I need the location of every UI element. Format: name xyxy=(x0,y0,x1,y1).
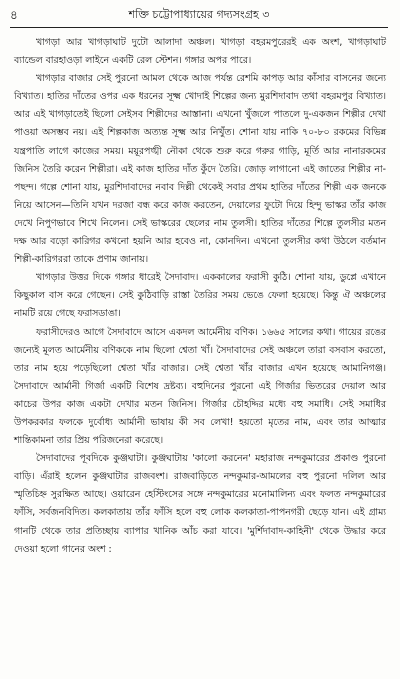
running-head: শক্তি চট্টোপাধ্যায়ের গদ্যসংগ্রহ ৩ xyxy=(128,8,270,21)
paragraph: খাগড়ার বাজার সেই পুরনো আমল থেকে আজ পর্যন্ত রেশমি কাপড় আর কাঁসার বাসনের জন্যে বিখ্যাত। হাতির দাঁতের ওপর এক ধরনের সূক্ষ্ম খোদাই শিল্পের জন্য মুরশিদাবাদ তথা বহরমপুর বিখ্যাত। আর এই খাগড়াতেই ছিলো সেইসব শিল্পীদের আস্তানা। এখনো খুঁজলে পাতলে দু-একজন শিল্পীর দেখা পাওয়া অসম্ভব নয়। এই শিল্পকাজ অত্যন্ত সূক্ষ্ম আর নিখুঁত। শোনা যায় নাকি ৭০-৮০ রকমের বিভিন্ন যন্ত্রপাতি লাগে কাজের সময়। ময়ূরপঙ্খী নৌকা থেকে শুরু করে গরুর গাড়ি, মূর্তি আর নানারকমের জিনিস তৈরি করেন শিল্পীরা। এই কাজ হাতির দাঁত কুঁদে তৈরি। জোড় লাগানো এই জাতের শিল্পীর না-পছন্দ। গল্পে শোনা যায়, মুরশিদাবাদের নবাব দিল্লী থেকেই সবার প্রথম হাতির দাঁতের শিল্পী এক জনকে নিয়ে আসেন—তিনি যখন দরজা বন্ধ করে কাজ করতেন, দেয়ালের ফুটো দিয়ে হিন্দু ভাস্কর তাঁর কাজ দেখে নিপুণভাবে শিখে নিলেন। সেই ভাস্করের ছেলের নাম তুলসী। হাতির দাঁতের শিল্পে তুলসীর মতন দক্ষ আর বড়ো কারিগর কখনো হয়নি আর হবেও না, কোনদিন। এখনো তুলসীর কথা উঠলে বর্তমান শিল্পী-কারিগররা তাকে প্রণাম জানায়। xyxy=(14,73,386,266)
paragraph: সৈদাবাদের পূবদিকে কুঞ্জঘাটা। কুঞ্জঘাটায় 'কালো করনেন' মহারাজ নন্দকুমারের প্রকাণ্ড পুরনো বাড়ি। এঁরাই হলেন কুঞ্জঘাটার রাজবংশ। রাজবাড়িতে নন্দকুমার-আমলের বহু পুরনো দলিল আর স্মৃতিচিহ্ন সুরক্ষিত আছে। ওয়ারেন হেস্টিংসের সঙ্গে নন্দকুমারের মনোমালিন্য এবং ফলত নন্দকুমারের ফাঁসি, সর্বজনবিদিত। কলকাতায় তাঁর ফাঁসি হলে বহু লোক কলকাতা-পাপনগরী ছেড়ে যান। এই গ্রাম্য গানটি থেকে তার প্রতিচ্ছায় ব্যাপার খানিক আঁচ করা যাবে। 'মুর্শিদাবাদ-কাহিনী' থেকে উদ্ধার করে দেওয়া হলো গানের অংশ : xyxy=(14,453,386,555)
header-rule xyxy=(10,27,388,28)
paragraph: খাগড়া আর খাগড়াঘাট দুটো আলাদা অঞ্চল। খাগড়া বহরমপুরেরই এক অংশ, খাগড়াঘাট ব্যান্ডেল বারহাওড়া লাইনে একটি রেল স্টেশন। গঙ্গার অপর পারে। xyxy=(14,37,386,67)
page-number: ৪ xyxy=(10,8,18,22)
body-text xyxy=(14,34,386,559)
paragraph: খাগড়ার উত্তর দিকে গঙ্গার ধারেই সৈদাবাদ। এককালের ফরাসী কুঠি। শোনা যায়, ডুপ্লে এখানে কিছুকাল বাস করে গেছেন। সেই কুঠিবাড়ি রাস্তা তৈরির সময় ভেঙে ফেলা হয়েছে। কিন্তু ঐ অঞ্চলের নামটি রয়ে গেছে ফরাসডাঙা। xyxy=(14,272,386,320)
page-header xyxy=(10,6,388,26)
paragraph: ফরাসীদেরও আগে সৈদাবাদে আসে একদল আর্মেনীয় বণিক। ১৬৬৫ সালের কথা। গায়ের রঙের জন্যেই মূলত আর্মেনীয় বণিককে নাম ছিলো শ্বেতা খাঁ। সৈদাবাদের সেই অঞ্চলে তারা বসবাস করতো, তার নাম হয়ে পড়েছিলো শ্বেতা খাঁর বাজার। সেই শ্বেতা খাঁর বাজার এখন হয়েছে আমানিগঞ্জ। সৈদাবাদে আর্মানী গির্জা একটি বিশেষ দ্রষ্টব্য। বহুদিনের পুরনো এই গির্জার ভিতরের দেয়াল আর কাচের উপর কাজ একটা দেখার মতন জিনিস। গির্জার চৌহদ্দির মধ্যে বহু সমাধি। সেই সমাধির উপকরকার ফলকে দুর্বোধ্য আর্মানী ভাষায় কী সব লেখা! হয়তো মৃতের নাম, এবং তার আত্মার শান্তিকামনা তার প্রিয় পরিজনেরা করেছে। xyxy=(14,326,386,447)
